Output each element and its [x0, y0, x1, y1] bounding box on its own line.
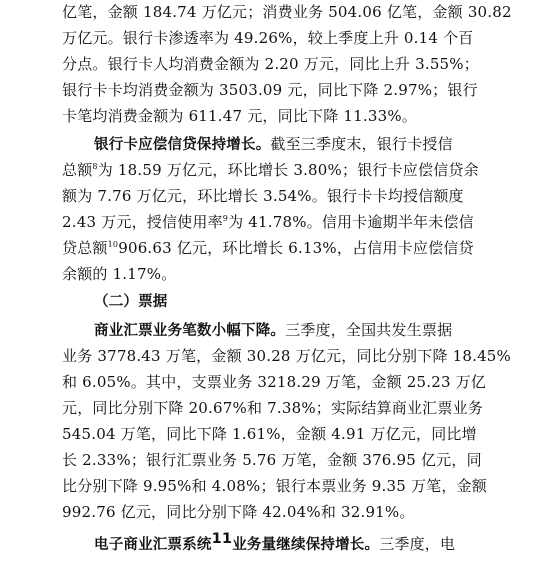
text-line: 元，同比分别下降 20.67%和 7.38%；实际结算商业汇票业务 — [62, 399, 483, 417]
paragraph-first-line — [94, 317, 452, 343]
section-heading: （二）票据 — [94, 294, 168, 310]
paragraph-first-line — [94, 531, 455, 557]
paragraph-heading: 商业汇票业务笔数小幅下降。 — [94, 323, 286, 339]
text-line: 万亿元。银行卡渗透率为 49.26%，较上季度上升 0.14 个百 — [62, 29, 474, 47]
text-line: 余额的 1.17%。 — [62, 265, 177, 283]
text-line: 额为 7.76 万亿元，环比增长 3.54%。银行卡卡均授信额度 — [62, 187, 464, 205]
text-run: 为 41.78%。信用卡逾期半年未偿信 — [228, 213, 474, 231]
text-run: 截至三季度末，银行卡授信 — [270, 135, 453, 153]
text-line — [62, 157, 479, 183]
text-line — [62, 209, 474, 235]
text-line: 比分别下降 9.95%和 4.08%；银行本票业务 9.35 万笔，金额 — [62, 477, 487, 495]
footnote-marker: 8 — [92, 162, 98, 171]
text-run: 906.63 亿元，环比增长 6.13%，占信用卡应偿信贷 — [118, 239, 474, 257]
footnote-marker: 11 — [211, 531, 233, 547]
text-run: 2.43 万元，授信使用率 — [62, 213, 223, 231]
text-line: 卡笔均消费金额为 611.47 元，同比下降 11.33%。 — [62, 107, 417, 125]
text-run: 贷总额 — [62, 239, 108, 257]
text-line: 和 6.05%。其中，支票业务 3218.29 万笔，金额 25.23 万亿 — [62, 373, 487, 391]
paragraph-heading: 银行卡应偿信贷保持增长。 — [94, 137, 271, 153]
text-run: 三季度，全国共发生票据 — [285, 321, 453, 339]
paragraph-heading: 电子商业汇票系统 — [94, 537, 212, 553]
text-line: 银行卡卡均消费金额为 3503.09 元，同比下降 2.97%；银行 — [62, 81, 478, 99]
text-line: 992.76 亿元，同比分别下降 42.04%和 32.91%。 — [62, 503, 415, 521]
text-line: 分点。银行卡人均消费金额为 2.20 万元，同比上升 3.55%； — [62, 55, 479, 73]
text-line: 长 2.33%；银行汇票业务 5.76 万笔，金额 376.95 亿元，同 — [62, 451, 482, 469]
text-run: 为 18.59 万亿元，环比增长 3.80%；银行卡应偿信贷余 — [97, 161, 479, 179]
paragraph-heading: 业务量继续保持增长。 — [232, 537, 380, 553]
text-run: 三季度，电 — [379, 535, 456, 553]
footnote-marker: 9 — [222, 214, 229, 223]
text-line: 545.04 万笔，同比下降 1.61%，金额 4.91 万亿元，同比增 — [62, 425, 477, 443]
text-run: 总额 — [62, 161, 93, 179]
footnote-marker: 10 — [107, 240, 119, 249]
text-line — [62, 235, 474, 261]
text-line: 业务 3778.43 万笔，金额 30.28 万亿元，同比分别下降 18.45% — [62, 347, 512, 365]
paragraph-first-line — [94, 131, 453, 157]
text-line: 亿笔，金额 184.74 万亿元；消费业务 504.06 亿笔，金额 30.82 — [62, 3, 512, 21]
